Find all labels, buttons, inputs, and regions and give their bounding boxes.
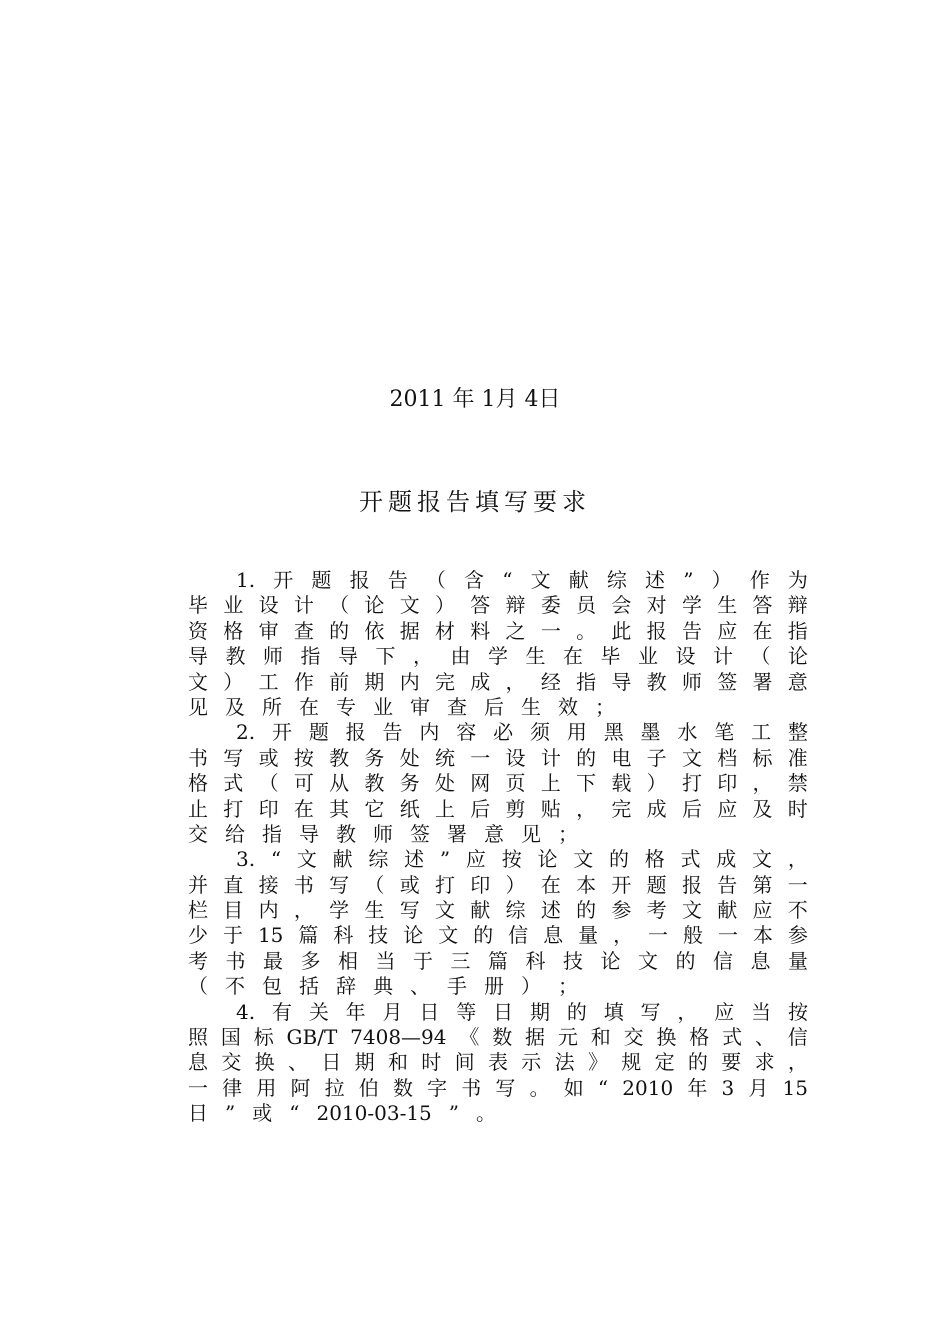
text-line: 息 交 换 、 日 期 和 时 间 表 示 法 》 规 定 的 要 求 ， [188, 1050, 808, 1075]
text-line: 日 ” 或 “ 2010-03-15 ” 。 [188, 1101, 497, 1126]
text-line: 并 直 接 书 写 （ 或 打 印 ） 在 本 开 题 报 告 第 一 [188, 872, 808, 897]
text-line: 止 打 印 在 其 它 纸 上 后 剪 贴 ， 完 成 后 应 及 时 [188, 796, 808, 821]
text-line: 格 式 （ 可 从 教 务 处 网 页 上 下 载 ） 打 印 ， 禁 [188, 771, 808, 796]
text-line: 书 写 或 按 教 务 处 统 一 设 计 的 电 子 文 档 标 准 [188, 745, 808, 770]
text-line: 一 律 用 阿 拉 伯 数 字 书 写 。 如 “ 2010 年 3 月 15 [188, 1075, 808, 1100]
text-line: 交 给 指 导 教 师 签 署 意 见 ； [188, 821, 578, 846]
page-title: 开题报告填写要求 [359, 488, 591, 516]
text-line: 栏 目 内 ， 学 生 写 文 献 综 述 的 参 考 文 献 应 不 [188, 898, 808, 923]
text-line: 导 教 师 指 导 下 ， 由 学 生 在 毕 业 设 计 （ 论 [188, 644, 808, 669]
text-line: 少 于 15 篇 科 技 论 文 的 信 息 量 ， 一 般 一 本 参 [188, 923, 808, 948]
text-line: 考 书 最 多 相 当 于 三 篇 科 技 论 文 的 信 息 量 [188, 948, 808, 973]
text-line: 资 格 审 查 的 依 据 材 料 之 一 。 此 报 告 应 在 指 [188, 618, 808, 643]
text-line: 照 国 标 GB/T 7408—94 《 数 据 元 和 交 换 格 式 、 信 [188, 1025, 808, 1050]
text-line: 3. “ 文 献 综 述 ” 应 按 论 文 的 格 式 成 文 ， [236, 847, 808, 872]
text-line: 4. 有 关 年 月 日 等 日 期 的 填 写 ， 应 当 按 [236, 999, 808, 1024]
text-line: 毕 业 设 计 （ 论 文 ） 答 辩 委 员 会 对 学 生 答 辩 [188, 593, 808, 618]
text-line: 1. 开 题 报 告 （ 含 “ 文 献 综 述 ” ） 作 为 [236, 568, 808, 592]
text-line: 文 ） 工 作 前 期 内 完 成 ， 经 指 导 教 师 签 署 意 [188, 669, 808, 694]
requirements-body [188, 568, 808, 1127]
text-line: 见 及 所 在 专 业 审 查 后 生 效 ； [188, 694, 615, 719]
text-line: 2. 开 题 报 告 内 容 必 须 用 黑 墨 水 笔 工 整 [236, 720, 808, 745]
text-line: （ 不 包 括 辞 典 、 手 册 ） ； [188, 974, 578, 999]
document-date: 2011 年 1月 4日 [389, 387, 561, 412]
